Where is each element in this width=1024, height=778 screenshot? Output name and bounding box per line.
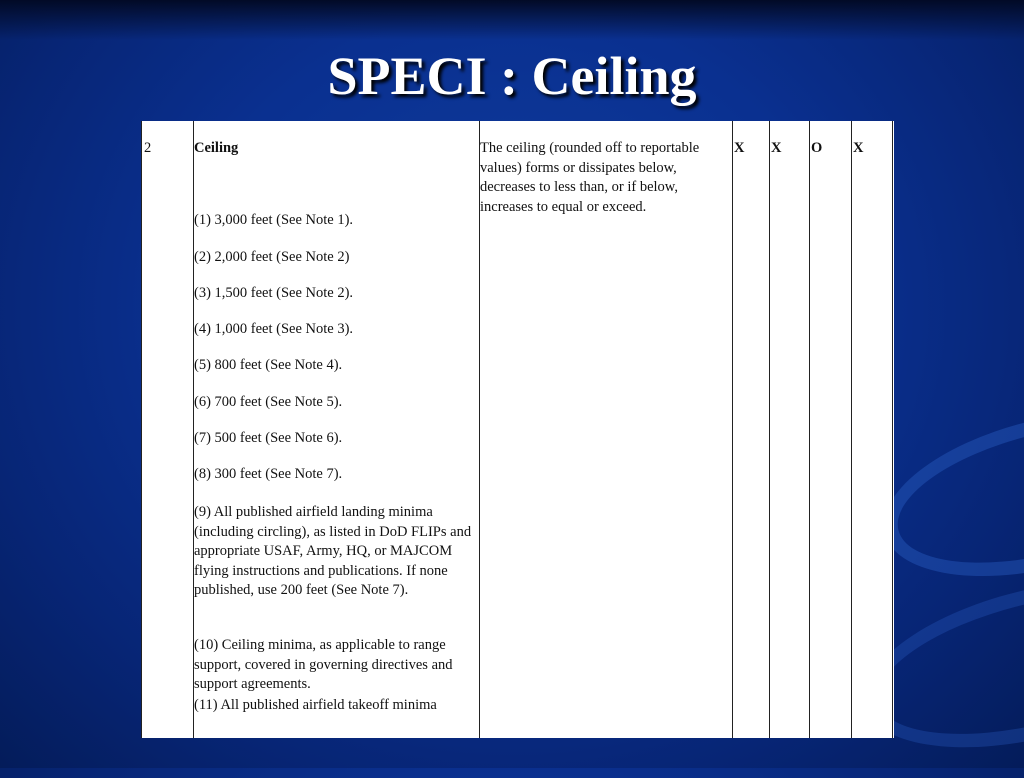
speci-table-image	[141, 121, 894, 738]
element-heading: Ceiling	[194, 140, 239, 156]
column-divider	[851, 121, 852, 738]
criteria-item: (10) Ceiling minima, as applicable to range support, covered in governing directives and support agreements.	[194, 637, 453, 692]
mark-cell: X	[853, 140, 864, 156]
criteria-item: (9) All published airfield landing minima (including circling), as listed in DoD FLIPs and appropriate USAF, Army, HQ, or MAJCOM flying instructions and publications. If none published, use 200 feet (See Note 7).	[194, 504, 472, 598]
row-number: 2	[144, 140, 152, 156]
table-border-right	[892, 121, 893, 738]
criteria-item: (11) All published airfield takeoff minima	[194, 697, 437, 713]
column-divider	[732, 121, 733, 738]
criteria-item: (1) 3,000 feet (See Note 1).	[194, 212, 354, 228]
criteria-item: (7) 500 feet (See Note 6).	[194, 430, 343, 446]
background-top-shade	[0, 0, 1024, 40]
slide-title: SPECI : Ceiling	[327, 46, 697, 106]
criteria-item: (5) 800 feet (See Note 4).	[194, 357, 343, 373]
criteria-item: (3) 1,500 feet (See Note 2).	[194, 285, 354, 301]
criteria-item: (4) 1,000 feet (See Note 3).	[194, 321, 354, 337]
mark-cell: O	[811, 140, 823, 156]
mark-cell: X	[771, 140, 782, 156]
criteria-item: (2) 2,000 feet (See Note 2)	[194, 249, 350, 265]
table-border-left	[141, 121, 142, 738]
mark-cell: X	[734, 140, 745, 156]
column-divider	[809, 121, 810, 738]
criteria-item: (6) 700 feet (See Note 5).	[194, 394, 343, 410]
criteria-item: (8) 300 feet (See Note 7).	[194, 466, 343, 482]
criteria-description: The ceiling (rounded off to reportable values) forms or dissipates below, decreases to less than, or if below, increases to equal or exceed.	[480, 140, 700, 215]
column-divider	[769, 121, 770, 738]
